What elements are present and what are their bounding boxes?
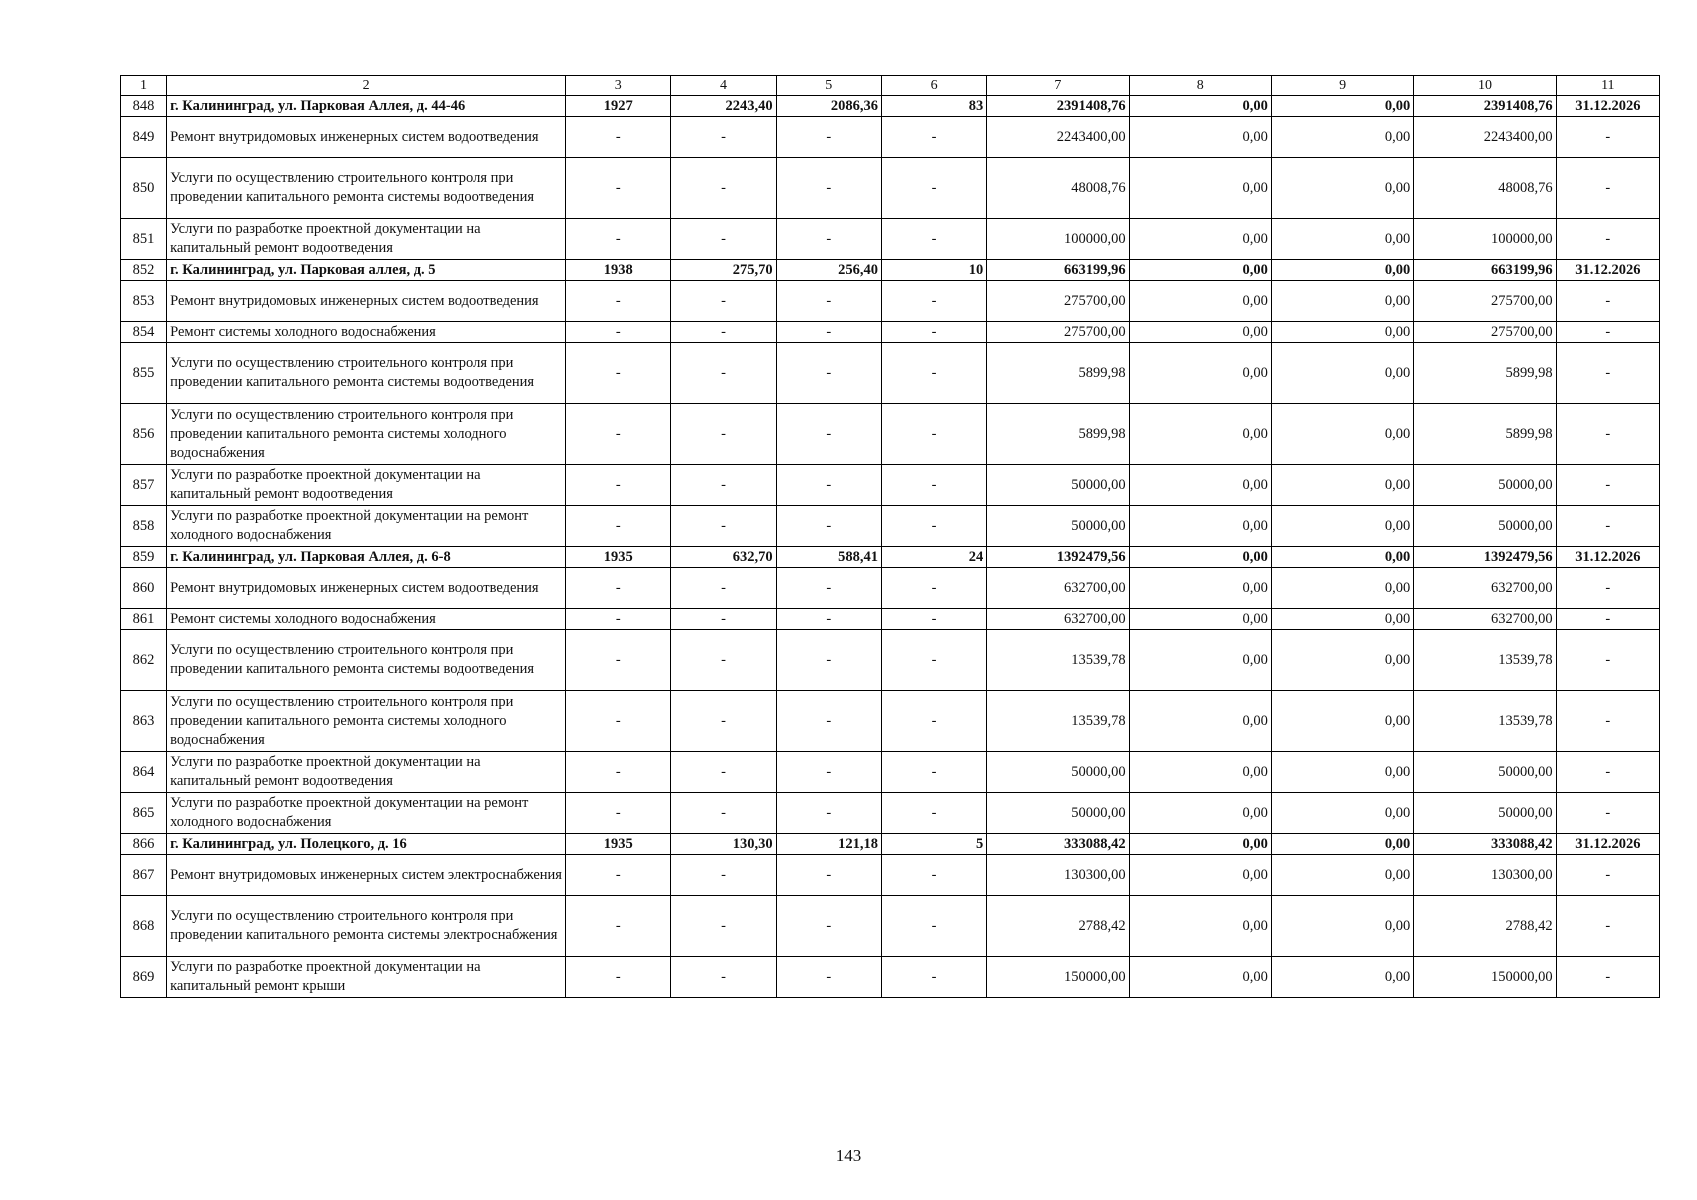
cell-fund-federal: 0,00 <box>1129 465 1271 506</box>
cell-cost-total: 5899,98 <box>987 343 1129 404</box>
header-cell: 8 <box>1129 76 1271 96</box>
work-item-row <box>121 568 1660 609</box>
cell-deadline: - <box>1556 117 1659 158</box>
cell-deadline: - <box>1556 219 1659 260</box>
cell-residents: - <box>881 343 986 404</box>
work-item-row <box>121 158 1660 219</box>
cell-deadline: - <box>1556 957 1659 998</box>
cell-fund-regional: 0,00 <box>1271 855 1413 896</box>
cell-row-index: 867 <box>121 855 167 896</box>
cell-row-index: 868 <box>121 896 167 957</box>
cell-fund-regional: 0,00 <box>1271 630 1413 691</box>
cell-area-living: 256,40 <box>776 260 881 281</box>
cell-cost-total: 13539,78 <box>987 691 1129 752</box>
cell-row-index: 860 <box>121 568 167 609</box>
cell-build-year: - <box>566 117 671 158</box>
cell-area-total: - <box>671 793 776 834</box>
cell-description: Услуги по осуществлению строительного контроля при проведении капитального ремонта системы холодного водоснабжения <box>167 404 566 465</box>
cell-cost-total: 663199,96 <box>987 260 1129 281</box>
work-item-row <box>121 793 1660 834</box>
cell-row-index: 856 <box>121 404 167 465</box>
cell-cost-total: 48008,76 <box>987 158 1129 219</box>
cell-deadline: 31.12.2026 <box>1556 260 1659 281</box>
cell-fund-owners: 275700,00 <box>1414 322 1556 343</box>
cell-description: Услуги по осуществлению строительного контроля при проведении капитального ремонта системы электроснабжения <box>167 896 566 957</box>
cell-cost-total: 1392479,56 <box>987 547 1129 568</box>
cell-residents: - <box>881 219 986 260</box>
header-cell: 2 <box>167 76 566 96</box>
cell-residents: - <box>881 568 986 609</box>
cell-description: Услуги по разработке проектной документации на капитальный ремонт водоотведения <box>167 219 566 260</box>
cell-description: Ремонт внутридомовых инженерных систем водоотведения <box>167 281 566 322</box>
cell-fund-regional: 0,00 <box>1271 752 1413 793</box>
work-item-row <box>121 219 1660 260</box>
cell-deadline: - <box>1556 691 1659 752</box>
header-cell: 1 <box>121 76 167 96</box>
cell-deadline: - <box>1556 281 1659 322</box>
cell-fund-federal: 0,00 <box>1129 260 1271 281</box>
cell-fund-regional: 0,00 <box>1271 506 1413 547</box>
cell-residents: - <box>881 630 986 691</box>
cell-row-index: 848 <box>121 96 167 117</box>
cell-residents: - <box>881 404 986 465</box>
cell-deadline: - <box>1556 343 1659 404</box>
cell-fund-federal: 0,00 <box>1129 691 1271 752</box>
table-body <box>121 76 1660 998</box>
cell-fund-owners: 50000,00 <box>1414 506 1556 547</box>
cell-area-total: - <box>671 404 776 465</box>
cell-cost-total: 50000,00 <box>987 793 1129 834</box>
cell-row-index: 853 <box>121 281 167 322</box>
cell-fund-federal: 0,00 <box>1129 404 1271 465</box>
cell-area-living: - <box>776 957 881 998</box>
cell-area-living: - <box>776 343 881 404</box>
cell-area-total: - <box>671 506 776 547</box>
cell-cost-total: 2788,42 <box>987 896 1129 957</box>
cell-description: Ремонт внутридомовых инженерных систем водоотведения <box>167 568 566 609</box>
cell-deadline: - <box>1556 793 1659 834</box>
cell-row-index: 869 <box>121 957 167 998</box>
cell-row-index: 864 <box>121 752 167 793</box>
cell-fund-regional: 0,00 <box>1271 322 1413 343</box>
cell-fund-federal: 0,00 <box>1129 117 1271 158</box>
cell-fund-regional: 0,00 <box>1271 343 1413 404</box>
cell-build-year: - <box>566 957 671 998</box>
work-item-row <box>121 691 1660 752</box>
cell-deadline: 31.12.2026 <box>1556 834 1659 855</box>
cell-row-index: 850 <box>121 158 167 219</box>
cell-area-living: - <box>776 404 881 465</box>
cell-fund-federal: 0,00 <box>1129 609 1271 630</box>
header-cell: 4 <box>671 76 776 96</box>
cell-residents: - <box>881 506 986 547</box>
work-item-row <box>121 465 1660 506</box>
cell-build-year: - <box>566 506 671 547</box>
cell-fund-owners: 50000,00 <box>1414 752 1556 793</box>
cell-fund-owners: 5899,98 <box>1414 404 1556 465</box>
cell-fund-owners: 333088,42 <box>1414 834 1556 855</box>
cell-fund-regional: 0,00 <box>1271 691 1413 752</box>
cell-area-total: - <box>671 752 776 793</box>
cell-fund-regional: 0,00 <box>1271 957 1413 998</box>
cell-area-total: 632,70 <box>671 547 776 568</box>
cell-fund-federal: 0,00 <box>1129 343 1271 404</box>
work-item-row <box>121 752 1660 793</box>
cell-cost-total: 50000,00 <box>987 465 1129 506</box>
cell-deadline: - <box>1556 752 1659 793</box>
work-item-row <box>121 630 1660 691</box>
cell-build-year: - <box>566 896 671 957</box>
cell-fund-regional: 0,00 <box>1271 404 1413 465</box>
cell-description: Ремонт внутридомовых инженерных систем электроснабжения <box>167 855 566 896</box>
address-row <box>121 834 1660 855</box>
cell-fund-owners: 150000,00 <box>1414 957 1556 998</box>
cell-fund-regional: 0,00 <box>1271 281 1413 322</box>
cell-row-index: 852 <box>121 260 167 281</box>
work-item-row <box>121 322 1660 343</box>
cell-fund-owners: 632700,00 <box>1414 568 1556 609</box>
work-item-row <box>121 896 1660 957</box>
cell-residents: - <box>881 158 986 219</box>
cell-fund-regional: 0,00 <box>1271 260 1413 281</box>
cell-fund-owners: 2243400,00 <box>1414 117 1556 158</box>
cell-area-living: 2086,36 <box>776 96 881 117</box>
cell-description: Услуги по осуществлению строительного контроля при проведении капитального ремонта системы водоотведения <box>167 630 566 691</box>
cell-area-total: - <box>671 281 776 322</box>
cell-area-total: 130,30 <box>671 834 776 855</box>
cell-row-index: 857 <box>121 465 167 506</box>
cell-build-year: - <box>566 609 671 630</box>
cell-fund-federal: 0,00 <box>1129 281 1271 322</box>
header-cell: 7 <box>987 76 1129 96</box>
cell-area-living: - <box>776 117 881 158</box>
cell-row-index: 854 <box>121 322 167 343</box>
cell-build-year: - <box>566 630 671 691</box>
cell-fund-regional: 0,00 <box>1271 568 1413 609</box>
cell-area-total: - <box>671 322 776 343</box>
cell-cost-total: 150000,00 <box>987 957 1129 998</box>
cell-build-year: 1935 <box>566 547 671 568</box>
cell-build-year: - <box>566 343 671 404</box>
cell-fund-regional: 0,00 <box>1271 609 1413 630</box>
cell-build-year: - <box>566 465 671 506</box>
cell-row-index: 863 <box>121 691 167 752</box>
address-row <box>121 96 1660 117</box>
cell-cost-total: 333088,42 <box>987 834 1129 855</box>
cell-deadline: - <box>1556 855 1659 896</box>
cell-fund-federal: 0,00 <box>1129 896 1271 957</box>
cell-build-year: 1935 <box>566 834 671 855</box>
cell-deadline: - <box>1556 404 1659 465</box>
cell-description: Услуги по разработке проектной документации на капитальный ремонт крыши <box>167 957 566 998</box>
cell-cost-total: 50000,00 <box>987 752 1129 793</box>
header-cell: 3 <box>566 76 671 96</box>
cell-residents: - <box>881 793 986 834</box>
cell-area-total: - <box>671 609 776 630</box>
cell-residents: - <box>881 465 986 506</box>
cell-area-living: - <box>776 506 881 547</box>
work-item-row <box>121 855 1660 896</box>
cell-fund-regional: 0,00 <box>1271 158 1413 219</box>
cell-cost-total: 50000,00 <box>987 506 1129 547</box>
cell-fund-federal: 0,00 <box>1129 855 1271 896</box>
cell-fund-federal: 0,00 <box>1129 834 1271 855</box>
cell-row-index: 865 <box>121 793 167 834</box>
cell-fund-owners: 2788,42 <box>1414 896 1556 957</box>
cell-residents: - <box>881 609 986 630</box>
cell-area-total: 275,70 <box>671 260 776 281</box>
cell-build-year: - <box>566 158 671 219</box>
cell-row-index: 851 <box>121 219 167 260</box>
cell-cost-total: 632700,00 <box>987 609 1129 630</box>
cell-deadline: - <box>1556 896 1659 957</box>
cell-description: г. Калининград, ул. Парковая Аллея, д. 44-46 <box>167 96 566 117</box>
cell-description: Услуги по осуществлению строительного контроля при проведении капитального ремонта системы водоотведения <box>167 158 566 219</box>
cell-area-total: 2243,40 <box>671 96 776 117</box>
work-item-row <box>121 609 1660 630</box>
cell-residents: 24 <box>881 547 986 568</box>
cell-area-total: - <box>671 117 776 158</box>
cell-description: Ремонт системы холодного водоснабжения <box>167 609 566 630</box>
work-item-row <box>121 404 1660 465</box>
cell-description: Услуги по разработке проектной документации на ремонт холодного водоснабжения <box>167 793 566 834</box>
capital-repair-table <box>120 75 1660 998</box>
cell-cost-total: 2243400,00 <box>987 117 1129 158</box>
work-item-row <box>121 281 1660 322</box>
cell-description: Ремонт системы холодного водоснабжения <box>167 322 566 343</box>
cell-fund-federal: 0,00 <box>1129 568 1271 609</box>
cell-fund-federal: 0,00 <box>1129 957 1271 998</box>
cell-build-year: - <box>566 752 671 793</box>
cell-residents: - <box>881 117 986 158</box>
cell-area-living: - <box>776 158 881 219</box>
column-number-header-row <box>121 76 1660 96</box>
cell-fund-federal: 0,00 <box>1129 219 1271 260</box>
header-cell: 10 <box>1414 76 1556 96</box>
cell-description: г. Калининград, ул. Парковая аллея, д. 5 <box>167 260 566 281</box>
cell-build-year: - <box>566 691 671 752</box>
header-cell: 5 <box>776 76 881 96</box>
cell-description: г. Калининград, ул. Полецкого, д. 16 <box>167 834 566 855</box>
cell-area-living: - <box>776 281 881 322</box>
cell-fund-federal: 0,00 <box>1129 793 1271 834</box>
cell-fund-owners: 275700,00 <box>1414 281 1556 322</box>
cell-cost-total: 100000,00 <box>987 219 1129 260</box>
cell-area-living: - <box>776 568 881 609</box>
cell-area-living: - <box>776 793 881 834</box>
cell-fund-federal: 0,00 <box>1129 630 1271 691</box>
cell-fund-regional: 0,00 <box>1271 834 1413 855</box>
cell-fund-owners: 13539,78 <box>1414 630 1556 691</box>
cell-area-total: - <box>671 691 776 752</box>
cell-fund-regional: 0,00 <box>1271 547 1413 568</box>
cell-row-index: 862 <box>121 630 167 691</box>
cell-fund-owners: 1392479,56 <box>1414 547 1556 568</box>
cell-area-living: - <box>776 322 881 343</box>
cell-row-index: 859 <box>121 547 167 568</box>
cell-description: Услуги по разработке проектной документации на капитальный ремонт водоотведения <box>167 465 566 506</box>
cell-residents: 5 <box>881 834 986 855</box>
cell-build-year: 1938 <box>566 260 671 281</box>
cell-fund-regional: 0,00 <box>1271 117 1413 158</box>
address-row <box>121 260 1660 281</box>
cell-area-total: - <box>671 957 776 998</box>
cell-area-living: - <box>776 609 881 630</box>
cell-description: Услуги по осуществлению строительного контроля при проведении капитального ремонта системы холодного водоснабжения <box>167 691 566 752</box>
cell-residents: 83 <box>881 96 986 117</box>
cell-fund-owners: 100000,00 <box>1414 219 1556 260</box>
work-item-row <box>121 117 1660 158</box>
cell-build-year: - <box>566 281 671 322</box>
cell-deadline: - <box>1556 609 1659 630</box>
cell-deadline: - <box>1556 158 1659 219</box>
cell-area-total: - <box>671 855 776 896</box>
cell-deadline: - <box>1556 322 1659 343</box>
cell-area-living: - <box>776 752 881 793</box>
cell-area-total: - <box>671 219 776 260</box>
cell-build-year: - <box>566 793 671 834</box>
cell-cost-total: 2391408,76 <box>987 96 1129 117</box>
cell-area-living: 121,18 <box>776 834 881 855</box>
cell-fund-regional: 0,00 <box>1271 219 1413 260</box>
cell-row-index: 866 <box>121 834 167 855</box>
cell-build-year: 1927 <box>566 96 671 117</box>
cell-deadline: - <box>1556 630 1659 691</box>
cell-residents: - <box>881 322 986 343</box>
cell-area-living: - <box>776 630 881 691</box>
cell-fund-regional: 0,00 <box>1271 96 1413 117</box>
work-item-row <box>121 957 1660 998</box>
cell-fund-owners: 50000,00 <box>1414 465 1556 506</box>
cell-fund-federal: 0,00 <box>1129 506 1271 547</box>
cell-area-total: - <box>671 896 776 957</box>
cell-fund-regional: 0,00 <box>1271 465 1413 506</box>
cell-fund-owners: 130300,00 <box>1414 855 1556 896</box>
cell-cost-total: 5899,98 <box>987 404 1129 465</box>
cell-row-index: 861 <box>121 609 167 630</box>
cell-fund-owners: 50000,00 <box>1414 793 1556 834</box>
cell-cost-total: 13539,78 <box>987 630 1129 691</box>
cell-area-living: - <box>776 896 881 957</box>
cell-row-index: 855 <box>121 343 167 404</box>
cell-fund-owners: 5899,98 <box>1414 343 1556 404</box>
cell-build-year: - <box>566 855 671 896</box>
page-number: 143 <box>835 1146 862 1165</box>
cell-description: Услуги по разработке проектной документации на капитальный ремонт водоотведения <box>167 752 566 793</box>
cell-fund-owners: 48008,76 <box>1414 158 1556 219</box>
cell-row-index: 858 <box>121 506 167 547</box>
work-item-row <box>121 343 1660 404</box>
header-cell: 11 <box>1556 76 1659 96</box>
cell-area-living: - <box>776 691 881 752</box>
cell-area-living: 588,41 <box>776 547 881 568</box>
cell-fund-regional: 0,00 <box>1271 793 1413 834</box>
cell-area-total: - <box>671 465 776 506</box>
cell-build-year: - <box>566 219 671 260</box>
cell-residents: 10 <box>881 260 986 281</box>
cell-area-living: - <box>776 219 881 260</box>
cell-build-year: - <box>566 568 671 609</box>
cell-fund-federal: 0,00 <box>1129 547 1271 568</box>
cell-cost-total: 130300,00 <box>987 855 1129 896</box>
cell-fund-federal: 0,00 <box>1129 752 1271 793</box>
cell-cost-total: 275700,00 <box>987 281 1129 322</box>
cell-description: Ремонт внутридомовых инженерных систем водоотведения <box>167 117 566 158</box>
cell-deadline: 31.12.2026 <box>1556 96 1659 117</box>
cell-residents: - <box>881 691 986 752</box>
cell-deadline: - <box>1556 506 1659 547</box>
header-cell: 9 <box>1271 76 1413 96</box>
cell-cost-total: 275700,00 <box>987 322 1129 343</box>
cell-fund-federal: 0,00 <box>1129 158 1271 219</box>
cell-residents: - <box>881 752 986 793</box>
header-cell: 6 <box>881 76 986 96</box>
cell-build-year: - <box>566 322 671 343</box>
cell-area-total: - <box>671 568 776 609</box>
cell-fund-federal: 0,00 <box>1129 322 1271 343</box>
cell-area-total: - <box>671 343 776 404</box>
work-item-row <box>121 506 1660 547</box>
cell-fund-owners: 2391408,76 <box>1414 96 1556 117</box>
cell-area-living: - <box>776 465 881 506</box>
cell-build-year: - <box>566 404 671 465</box>
cell-deadline: - <box>1556 465 1659 506</box>
cell-description: Услуги по разработке проектной документации на ремонт холодного водоснабжения <box>167 506 566 547</box>
cell-deadline: 31.12.2026 <box>1556 547 1659 568</box>
cell-fund-regional: 0,00 <box>1271 896 1413 957</box>
cell-area-living: - <box>776 855 881 896</box>
cell-fund-owners: 663199,96 <box>1414 260 1556 281</box>
cell-fund-federal: 0,00 <box>1129 96 1271 117</box>
cell-fund-owners: 13539,78 <box>1414 691 1556 752</box>
cell-description: Услуги по осуществлению строительного контроля при проведении капитального ремонта системы водоотведения <box>167 343 566 404</box>
cell-description: г. Калининград, ул. Парковая Аллея, д. 6-8 <box>167 547 566 568</box>
address-row <box>121 547 1660 568</box>
cell-area-total: - <box>671 630 776 691</box>
cell-residents: - <box>881 957 986 998</box>
cell-residents: - <box>881 896 986 957</box>
cell-deadline: - <box>1556 568 1659 609</box>
cell-area-total: - <box>671 158 776 219</box>
cell-fund-owners: 632700,00 <box>1414 609 1556 630</box>
cell-row-index: 849 <box>121 117 167 158</box>
cell-cost-total: 632700,00 <box>987 568 1129 609</box>
cell-residents: - <box>881 281 986 322</box>
cell-residents: - <box>881 855 986 896</box>
